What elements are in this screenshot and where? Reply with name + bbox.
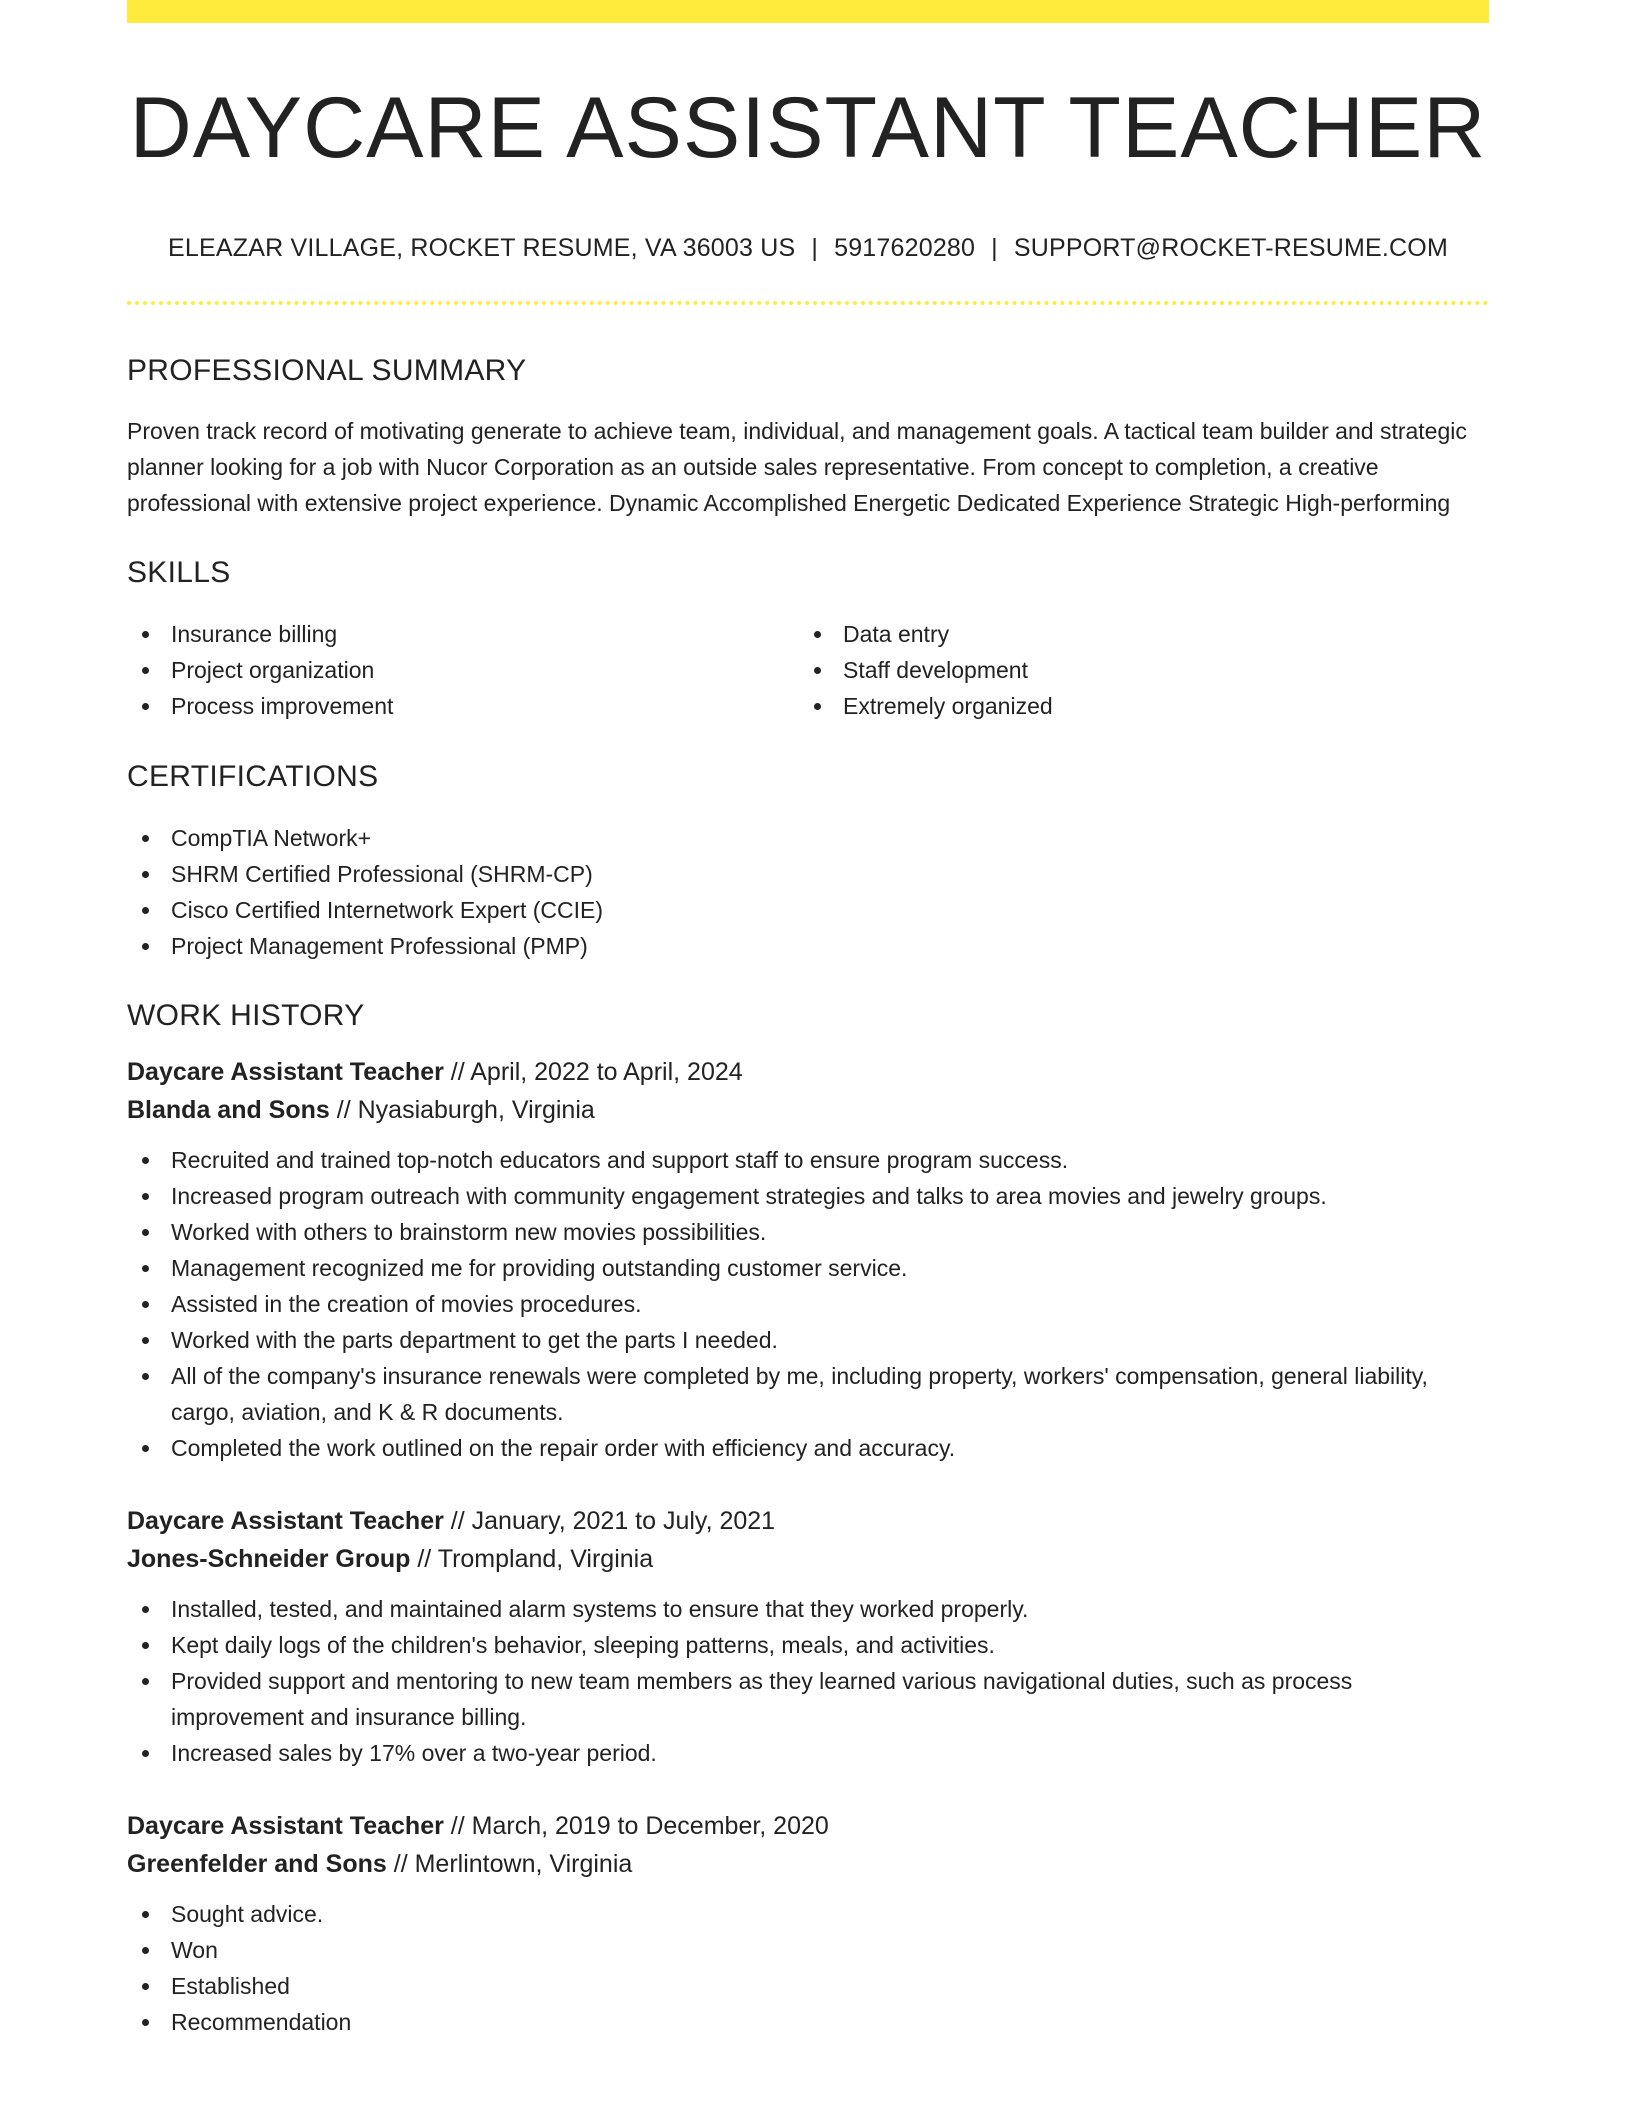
- skill-item: Data entry: [799, 616, 1471, 652]
- job-bullet: Installed, tested, and maintained alarm systems to ensure that they worked properly.: [127, 1591, 1489, 1627]
- contact-phone: 5917620280: [834, 234, 976, 262]
- certification-item: SHRM Certified Professional (SHRM-CP): [127, 856, 1489, 892]
- job-title: Daycare Assistant Teacher: [127, 1812, 444, 1840]
- resume-page: [127, 0, 1489, 2040]
- job-company-line: [127, 1845, 1489, 1883]
- skill-item: Project organization: [127, 652, 799, 688]
- skills-list-right: [799, 616, 1471, 724]
- job-title-line: [127, 1807, 1489, 1845]
- job-company: Jones-Schneider Group: [127, 1545, 411, 1573]
- contact-email[interactable]: SUPPORT@ROCKET-RESUME.COM: [1013, 234, 1448, 262]
- certifications-list: [127, 820, 1489, 964]
- job-title: Daycare Assistant Teacher: [127, 1058, 444, 1086]
- job-bullet: Sought advice.: [127, 1896, 1489, 1932]
- job-bullet: Recruited and trained top-notch educators and support staff to ensure program success.: [127, 1142, 1489, 1178]
- job-bullet: Worked with the parts department to get the parts I needed.: [127, 1322, 1489, 1358]
- header-divider: [127, 301, 1489, 305]
- job-bullet: Provided support and mentoring to new team members as they learned various navigational duties, such as process improvement and insurance billing.: [127, 1663, 1489, 1735]
- job-bullet: Management recognized me for providing outstanding customer service.: [127, 1250, 1489, 1286]
- job-entry: [127, 1807, 1489, 2040]
- job-bullet: All of the company's insurance renewals were completed by me, including property, workers' compensation, general liability, cargo, aviation, and K & R documents.: [127, 1358, 1489, 1430]
- job-bullets: [127, 1591, 1489, 1771]
- certification-item: Cisco Certified Internetwork Expert (CCIE): [127, 892, 1489, 928]
- job-location: Nyasiaburgh, Virginia: [357, 1096, 595, 1124]
- job-bullets: [127, 1142, 1489, 1466]
- certifications-heading: CERTIFICATIONS: [127, 760, 379, 793]
- skill-item: Process improvement: [127, 688, 799, 724]
- job-location: Trompland, Virginia: [437, 1545, 654, 1573]
- job-dates: January, 2021 to July, 2021: [471, 1507, 776, 1535]
- skill-item: Insurance billing: [127, 616, 799, 652]
- job-location: Merlintown, Virginia: [414, 1850, 633, 1878]
- job-title: Daycare Assistant Teacher: [127, 1507, 444, 1535]
- job-bullet: Won: [127, 1932, 1489, 1968]
- certification-item: CompTIA Network+: [127, 820, 1489, 856]
- job-title-line: [127, 1053, 1489, 1091]
- skills-column-right: [799, 616, 1471, 724]
- job-bullet: Recommendation: [127, 2004, 1489, 2040]
- contact-separator: |: [991, 234, 998, 262]
- summary-text: Proven track record of motivating generate to achieve team, individual, and management goals. A tactical team builder and strategic planner looking for a job with Nucor Corporation as an outside sales representative. From concept to completion, a creative professional with extensive project experience. Dynamic Accomplished Energetic Dedicated Experience Strategic High-performing: [127, 418, 1467, 516]
- skill-item: Extremely organized: [799, 688, 1471, 724]
- job-dates: April, 2022 to April, 2024: [470, 1058, 743, 1086]
- field-separator: //: [443, 1058, 471, 1086]
- skills-heading: SKILLS: [127, 556, 231, 589]
- job-company: Greenfelder and Sons: [127, 1850, 387, 1878]
- job-company-line: [127, 1091, 1489, 1129]
- job-company-line: [127, 1540, 1489, 1578]
- skills-column-left: [127, 616, 799, 724]
- resume-title: DAYCARE ASSISTANT TEACHER: [129, 80, 1487, 176]
- skill-item: Staff development: [799, 652, 1471, 688]
- job-bullets: [127, 1896, 1489, 2040]
- work-history-heading: WORK HISTORY: [127, 999, 365, 1032]
- job-bullet: Completed the work outlined on the repair order with efficiency and accuracy.: [127, 1430, 1489, 1466]
- skills-grid: [127, 616, 1489, 724]
- job-bullet: Worked with others to brainstorm new movies possibilities.: [127, 1214, 1489, 1250]
- job-entry: [127, 1502, 1489, 1771]
- job-bullet: Increased program outreach with community engagement strategies and talks to area movies and jewelry groups.: [127, 1178, 1489, 1214]
- job-entry: [127, 1053, 1489, 1466]
- contact-separator: |: [811, 234, 819, 262]
- field-separator: //: [443, 1812, 472, 1840]
- certification-item: Project Management Professional (PMP): [127, 928, 1489, 964]
- summary-heading: PROFESSIONAL SUMMARY: [127, 354, 527, 387]
- field-separator: //: [329, 1096, 358, 1124]
- job-bullet: Increased sales by 17% over a two-year period.: [127, 1735, 1489, 1771]
- field-separator: //: [410, 1545, 438, 1573]
- contact-address: ELEAZAR VILLAGE, ROCKET RESUME, VA 36003 US: [168, 234, 796, 262]
- job-company: Blanda and Sons: [127, 1096, 330, 1124]
- field-separator: //: [443, 1507, 472, 1535]
- job-bullet: Established: [127, 1968, 1489, 2004]
- job-dates: March, 2019 to December, 2020: [471, 1812, 829, 1840]
- accent-top-bar: [127, 0, 1489, 23]
- job-bullet: Assisted in the creation of movies procedures.: [127, 1286, 1489, 1322]
- job-bullet: Kept daily logs of the children's behavior, sleeping patterns, meals, and activities.: [127, 1627, 1489, 1663]
- field-separator: //: [386, 1850, 415, 1878]
- job-title-line: [127, 1502, 1489, 1540]
- contact-line: [127, 236, 1489, 261]
- skills-list-left: [127, 616, 799, 724]
